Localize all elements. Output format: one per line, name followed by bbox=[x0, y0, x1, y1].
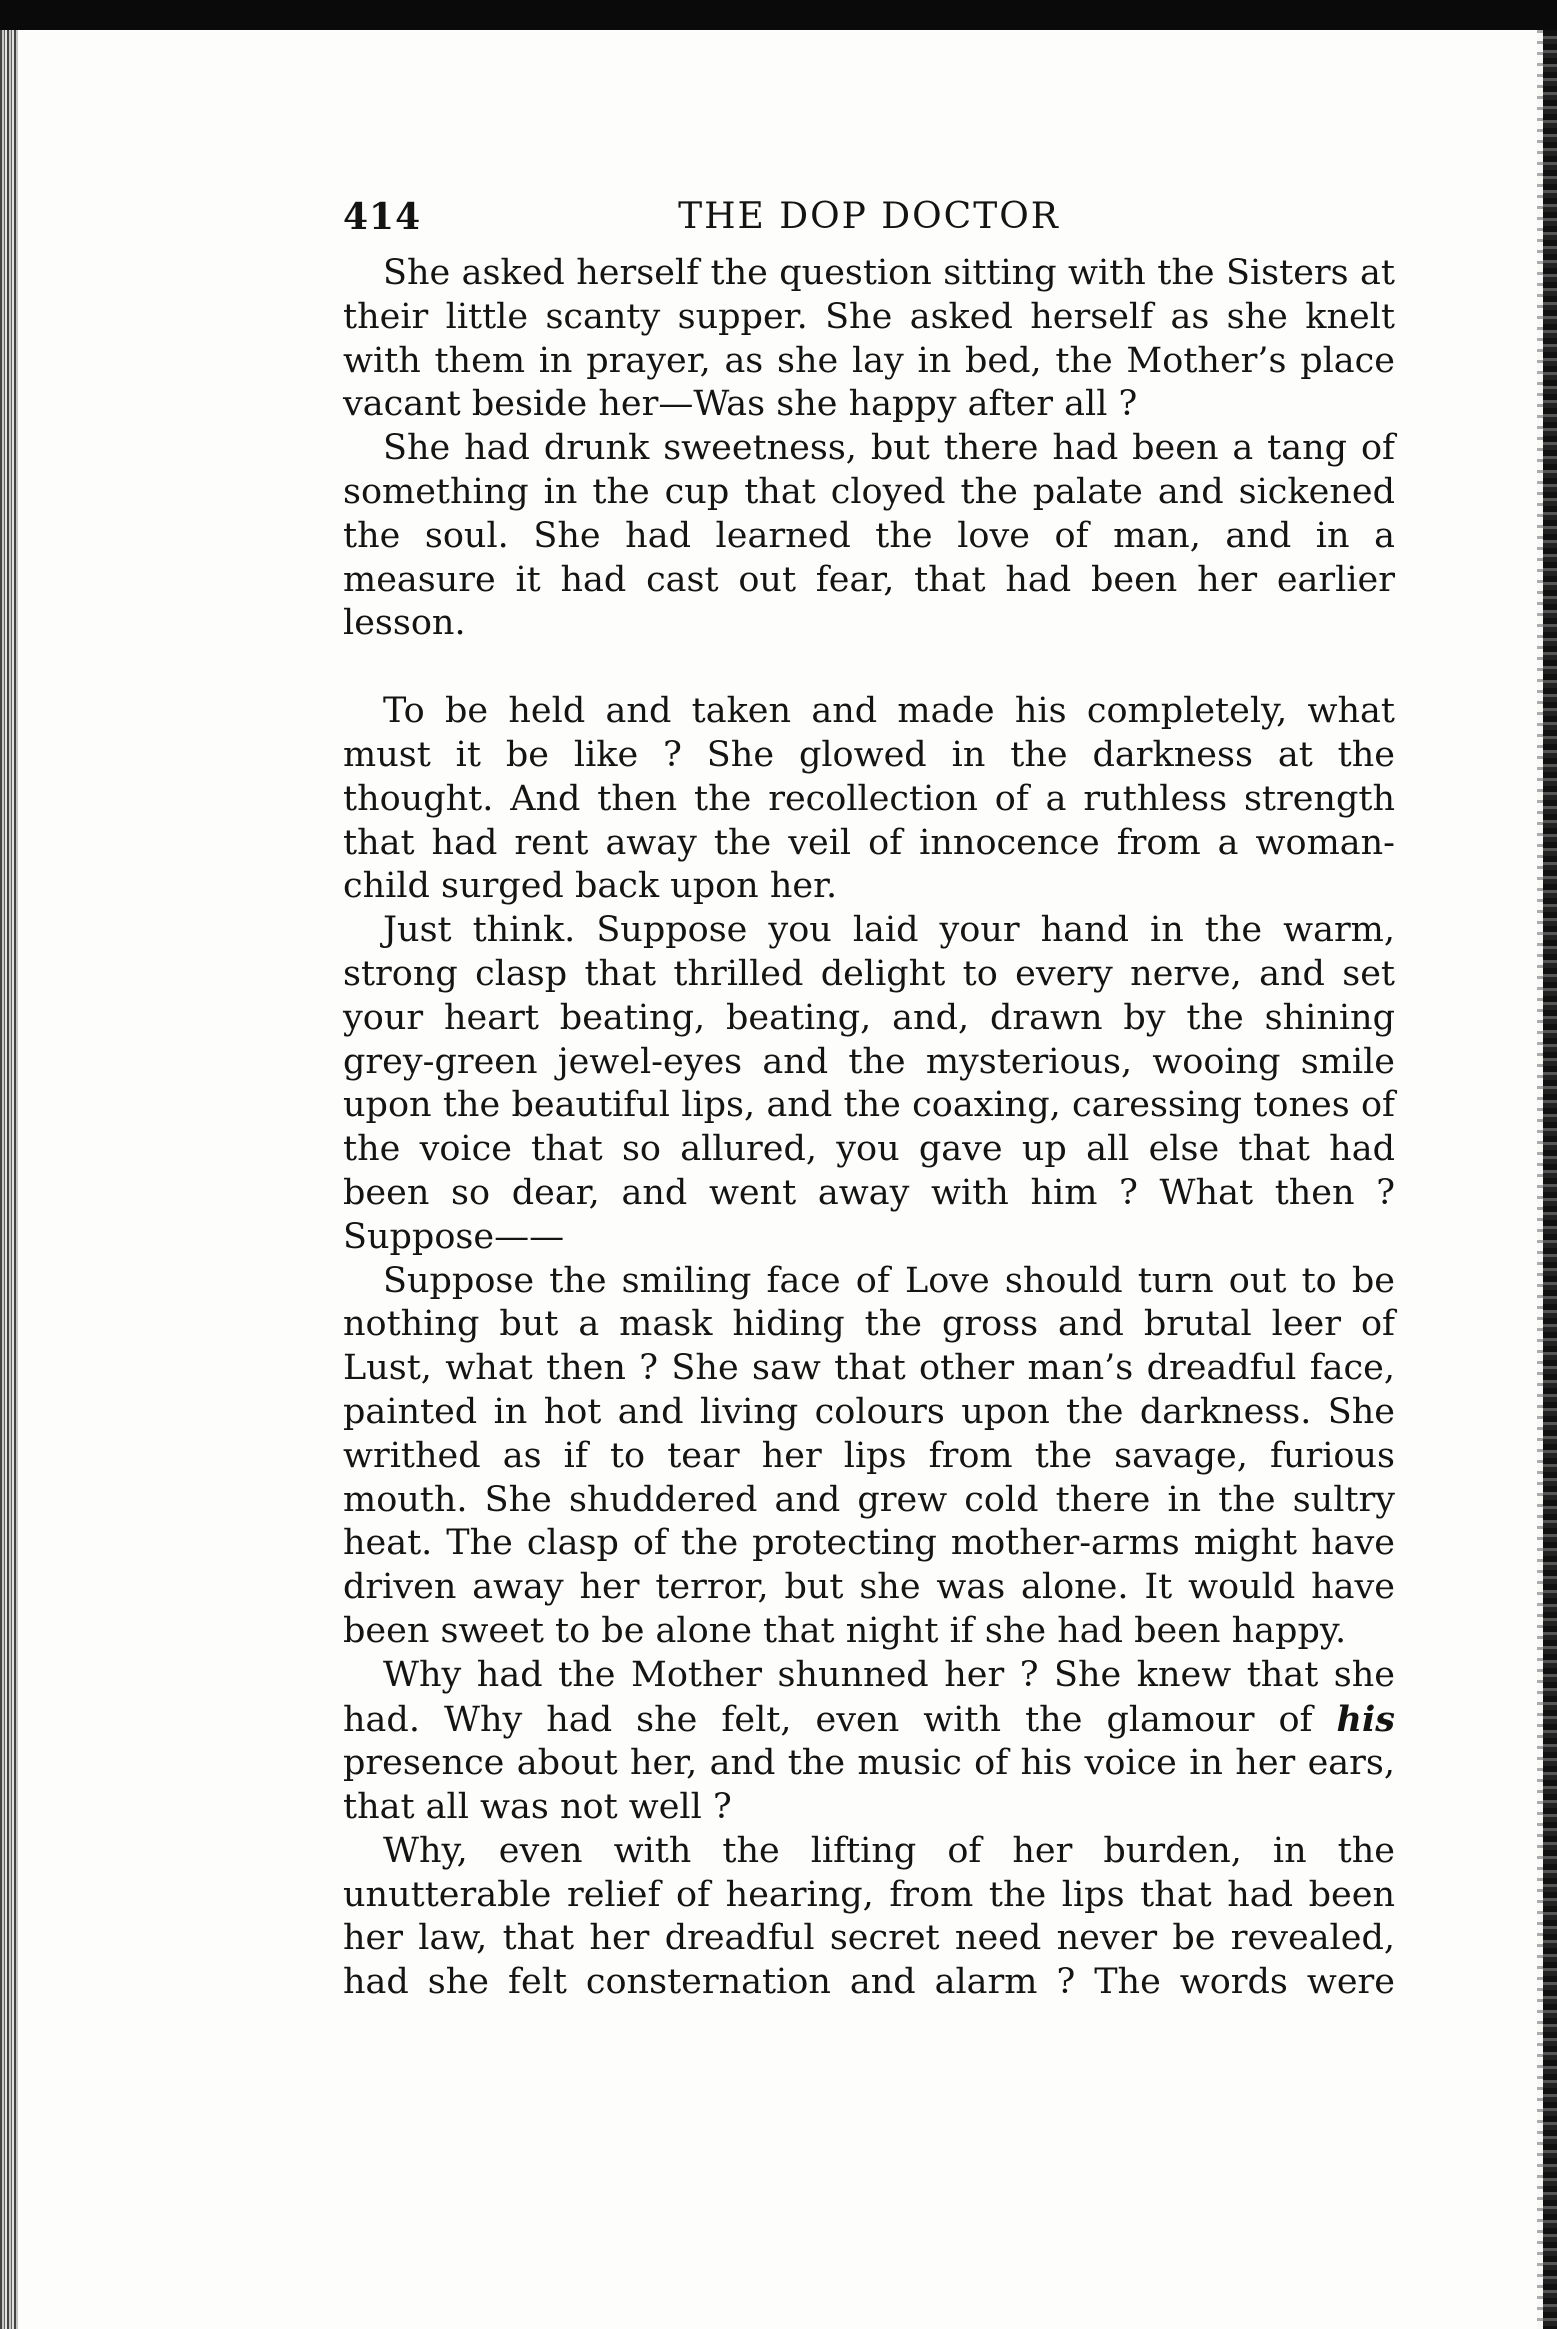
scan-top-border bbox=[0, 0, 1557, 30]
scan-right-edge bbox=[1543, 30, 1557, 2329]
paragraph: To be held and taken and made his completely, what must it be like ? She glowed in the darkness at the thought. And then the recollection of a ruthless strength that had rent away the veil of innocence from a woman-child surged back upon her. bbox=[343, 691, 1395, 907]
body-text bbox=[343, 252, 1395, 2005]
paragraph-text: Why had the Mother shunned her ? She knew that she had. Why had she felt, even with the glamour of bbox=[343, 1654, 1395, 1740]
page-number: 414 bbox=[343, 196, 422, 238]
paragraph bbox=[343, 1654, 1395, 1830]
emphasis-word: his bbox=[1336, 1698, 1395, 1740]
book-page bbox=[343, 194, 1395, 2005]
scan-left-edge bbox=[0, 30, 18, 2329]
paragraph: She asked herself the question sitting with the Sisters at their little scanty supper. She asked herself as she knelt with them in prayer, as she lay in bed, the Mother’s place vacant beside her—Was she happy after all ? bbox=[343, 253, 1395, 425]
running-title: THE DOP DOCTOR bbox=[678, 196, 1060, 237]
paragraph: Why, even with the lifting of her burden, in the unutterable relief of hearing, from the lips that had been her law, that her dreadful secret need never be revealed, had she felt consternation and alarm ? The words were bbox=[343, 1830, 1395, 2003]
paragraph: She had drunk sweetness, but there had been a tang of something in the cup that cloyed the palate and sickened the soul. She had learned the love of man, and in a measure it had cast out fear, that had been her earlier lesson. bbox=[343, 428, 1395, 644]
paragraph: Suppose the smiling face of Love should turn out to be nothing but a mask hiding the gross and brutal leer of Lust, what then ? She saw that other man’s dreadful face, painted in hot and living colours upon the darkness. She writhed as if to tear her lips from the savage, furious mouth. She shuddered and grew cold there in the sultry heat. The clasp of the protecting mother-arms might have driven away her terror, but she was alone. It would have been sweet to be alone that night if she had been happy. bbox=[343, 1260, 1395, 1651]
paragraph-text: presence about her, and the music of his voice in her ears, that all was not well ? bbox=[343, 1743, 1395, 1828]
paragraph: Just think. Suppose you laid your hand in the warm, strong clasp that thrilled delight to every nerve, and set your heart beating, beating, and, drawn by the shining grey-green jewel-eyes and the mysterious, wooing smile upon the beautiful lips, and the coaxing, caressing tones of the voice that so allured, you gave up all else that had been so dear, and went away with him ? What then ? Suppose—— bbox=[343, 910, 1395, 1257]
section-break bbox=[343, 646, 1395, 690]
running-head bbox=[343, 194, 1395, 240]
